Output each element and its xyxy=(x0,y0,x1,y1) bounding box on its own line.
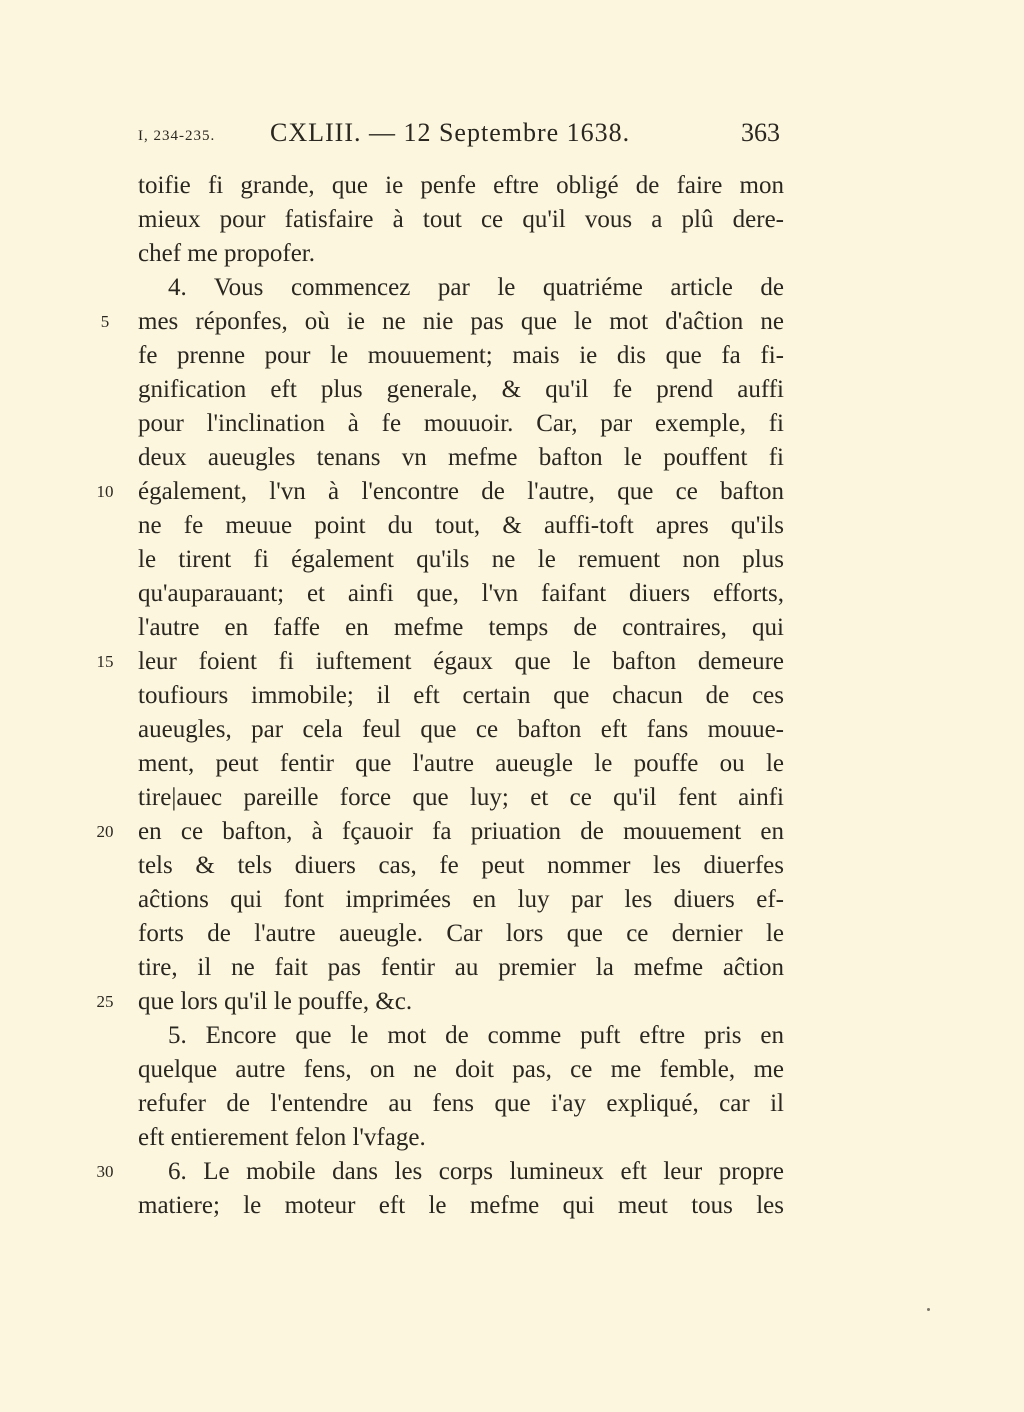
text-line: matiere; le moteur eft le mefme qui meut tous les xyxy=(138,1192,784,1219)
text-line: deux aueugles tenans vn mefme bafton le pouffent fi xyxy=(138,444,784,471)
text-line: chef me propofer. xyxy=(138,240,316,267)
text-line: ne fe meuue point du tout, & auffi-toft apres qu'ils xyxy=(138,512,784,539)
page-number: 363 xyxy=(741,118,780,147)
text-line: aueugles, par cela feul que ce bafton eft fans mouue- xyxy=(138,716,784,743)
header-volume-ref: I, 234-235. xyxy=(138,128,216,144)
text-line: l'autre en faffe en mefme temps de contraires, qui xyxy=(138,614,784,641)
text-line: 5. Encore que le mot de comme puft eftre pris en xyxy=(168,1022,784,1049)
text-line: mes réponfes, où ie ne nie pas que le mot d'aĉtion ne xyxy=(138,308,784,335)
text-line: tire, il ne fait pas fentir au premier la mefme aĉtion xyxy=(138,954,784,981)
text-line: forts de l'autre aueugle. Car lors que ce dernier le xyxy=(138,920,784,947)
text-line: qu'auparauant; et ainfi que, l'vn faifant diuers efforts, xyxy=(138,580,784,607)
line-number: 25 xyxy=(96,992,114,1011)
text-line: toifie fi grande, que ie penfe eftre obligé de faire mon xyxy=(138,172,784,199)
text-line: ment, peut fentir que l'autre aueugle le pouffe ou le xyxy=(138,750,784,777)
text-line: quelque autre fens, on ne doit pas, ce me femble, me xyxy=(138,1056,784,1083)
text-line: fe prenne pour le mouuement; mais ie dis que fa fi- xyxy=(138,342,784,369)
line-number: 30 xyxy=(96,1162,114,1181)
text-line: que lors qu'il le pouffe, &c. xyxy=(138,988,413,1015)
text-line: pour l'inclination à fe mouuoir. Car, par exemple, fi xyxy=(138,410,784,437)
text-line: tire|auec pareille force que luy; et ce qu'il fent ainfi xyxy=(138,784,784,811)
text-line: eft entierement felon l'vfage. xyxy=(138,1124,426,1151)
running-header xyxy=(138,118,784,158)
paper-speck xyxy=(927,1308,930,1311)
text-line: gnification eft plus generale, & qu'il fe prend auffi xyxy=(138,376,784,403)
line-number: 10 xyxy=(96,482,114,501)
text-line: 4. Vous commencez par le quatriéme article de xyxy=(168,274,784,301)
text-line: toufiours immobile; il eft certain que chacun de ces xyxy=(138,682,784,709)
line-number: 20 xyxy=(96,822,114,841)
text-line: refufer de l'entendre au fens que i'ay expliqué, car il xyxy=(138,1090,784,1117)
text-line: en ce bafton, à fçauoir fa priuation de mouuement en xyxy=(138,818,784,845)
text-line: tels & tels diuers cas, fe peut nommer les diuerfes xyxy=(138,852,784,879)
header-title: CXLIII. — 12 Septembre 1638. xyxy=(270,118,631,147)
text-line: le tirent fi également qu'ils ne le remuent non plus xyxy=(138,546,784,573)
text-line: aĉtions qui font imprimées en luy par les diuers ef- xyxy=(138,886,784,913)
text-line: également, l'vn à l'encontre de l'autre, que ce bafton xyxy=(138,478,784,505)
text-line: 6. Le mobile dans les corps lumineux eft leur propre xyxy=(168,1158,784,1185)
text-line: mieux pour fatisfaire à tout ce qu'il vous a plû dere- xyxy=(138,206,784,233)
line-number: 15 xyxy=(96,652,114,671)
text-line: leur foient fi iuftement égaux que le bafton demeure xyxy=(138,648,784,675)
line-number: 5 xyxy=(100,312,110,331)
